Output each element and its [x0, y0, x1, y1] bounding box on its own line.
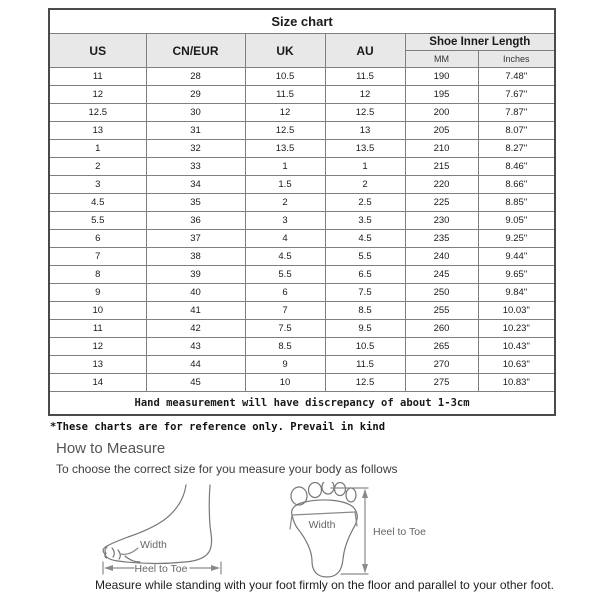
- table-footer-row: [49, 392, 555, 416]
- table-row: [49, 356, 555, 374]
- table-cell: 12.5: [245, 122, 325, 140]
- table-cell: 2.5: [325, 194, 405, 212]
- table-cell: 13: [325, 122, 405, 140]
- table-cell: 29: [146, 86, 245, 104]
- table-cell: 41: [146, 302, 245, 320]
- table-cell: 1: [49, 140, 146, 158]
- table-cell: 4.5: [49, 194, 146, 212]
- width-measure-line: [292, 512, 355, 515]
- table-cell: 11.5: [325, 356, 405, 374]
- table-cell: 14: [49, 374, 146, 392]
- table-cell: 9.44": [478, 248, 555, 266]
- table-cell: 3: [245, 212, 325, 230]
- table-cell: 12: [325, 86, 405, 104]
- table-cell: 6: [245, 284, 325, 302]
- table-row: [49, 68, 555, 86]
- table-cell: 2: [325, 176, 405, 194]
- reference-note: *These charts are for reference only. Prevail in kind: [50, 421, 386, 433]
- table-cell: 33: [146, 158, 245, 176]
- table-cell: 12: [245, 104, 325, 122]
- table-cell: 265: [405, 338, 478, 356]
- table-cell: 225: [405, 194, 478, 212]
- table-cell: 35: [146, 194, 245, 212]
- table-cell: 9.65": [478, 266, 555, 284]
- table-cell: 31: [146, 122, 245, 140]
- table-footer-note: Hand measurement will have discrepancy of about 1-3cm: [49, 392, 555, 416]
- toe: [335, 483, 346, 496]
- table-cell: 10.43": [478, 338, 555, 356]
- table-row: [49, 338, 555, 356]
- table-cell: 11: [49, 68, 146, 86]
- foot-top-view-diagram: [285, 482, 435, 582]
- table-title: Size chart: [49, 9, 555, 34]
- table-cell: 5.5: [49, 212, 146, 230]
- width-pointer-line: [120, 548, 138, 554]
- table-cell: 43: [146, 338, 245, 356]
- table-row: [49, 122, 555, 140]
- table-row: [49, 104, 555, 122]
- table-cell: 11.5: [245, 86, 325, 104]
- table-row: [49, 248, 555, 266]
- table-cell: 10: [245, 374, 325, 392]
- table-row: [49, 194, 555, 212]
- table-cell: 42: [146, 320, 245, 338]
- table-cell: 235: [405, 230, 478, 248]
- table-cell: 3: [49, 176, 146, 194]
- table-cell: 2: [245, 194, 325, 212]
- table-cell: 8.46": [478, 158, 555, 176]
- table-cell: 220: [405, 176, 478, 194]
- table-cell: 38: [146, 248, 245, 266]
- table-row: [49, 302, 555, 320]
- table-cell: 6.5: [325, 266, 405, 284]
- table-cell: 8: [49, 266, 146, 284]
- side-heel-to-toe-label: Heel to Toe: [134, 563, 188, 575]
- table-row: [49, 86, 555, 104]
- toe: [309, 483, 322, 498]
- table-cell: 1.5: [245, 176, 325, 194]
- table-row: [49, 140, 555, 158]
- table-cell: 12: [49, 338, 146, 356]
- table-cell: 9: [245, 356, 325, 374]
- table-cell: 7.67": [478, 86, 555, 104]
- table-cell: 10.03": [478, 302, 555, 320]
- table-cell: 200: [405, 104, 478, 122]
- table-cell: 240: [405, 248, 478, 266]
- table-cell: 10: [49, 302, 146, 320]
- table-cell: 3.5: [325, 212, 405, 230]
- table-cell: 7.87": [478, 104, 555, 122]
- top-heel-to-toe-label: Heel to Toe: [373, 526, 426, 538]
- header-us: US: [49, 34, 146, 68]
- table-header-row: [49, 34, 555, 51]
- table-cell: 28: [146, 68, 245, 86]
- table-cell: 1: [325, 158, 405, 176]
- table-cell: 2: [49, 158, 146, 176]
- arrowhead-up: [362, 489, 368, 498]
- header-cn-eur: CN/EUR: [146, 34, 245, 68]
- table-cell: 7.48": [478, 68, 555, 86]
- table-cell: 8.5: [325, 302, 405, 320]
- table-cell: 8.27": [478, 140, 555, 158]
- arrowhead-left: [104, 565, 113, 571]
- table-cell: 12.5: [49, 104, 146, 122]
- table-cell: 12: [49, 86, 146, 104]
- size-table-body: [49, 68, 555, 392]
- table-cell: 6: [49, 230, 146, 248]
- foot-side-view-diagram: [100, 484, 225, 578]
- table-cell: 7: [245, 302, 325, 320]
- how-to-measure-subtitle: To choose the correct size for you measure your body as follows: [56, 462, 398, 476]
- table-cell: 30: [146, 104, 245, 122]
- table-cell: 13.5: [245, 140, 325, 158]
- table-cell: 250: [405, 284, 478, 302]
- table-cell: 8.5: [245, 338, 325, 356]
- header-au: AU: [325, 34, 405, 68]
- table-cell: 10.63": [478, 356, 555, 374]
- table-cell: 215: [405, 158, 478, 176]
- header-uk: UK: [245, 34, 325, 68]
- table-cell: 9.25": [478, 230, 555, 248]
- table-row: [49, 212, 555, 230]
- table-cell: 8.85": [478, 194, 555, 212]
- table-cell: 5.5: [245, 266, 325, 284]
- table-cell: 5.5: [325, 248, 405, 266]
- table-cell: 32: [146, 140, 245, 158]
- table-cell: 7.5: [245, 320, 325, 338]
- header-mm: MM: [405, 51, 478, 68]
- table-cell: 39: [146, 266, 245, 284]
- table-row: [49, 320, 555, 338]
- table-cell: 10.5: [325, 338, 405, 356]
- table-cell: 9.84": [478, 284, 555, 302]
- how-to-measure-title: How to Measure: [56, 440, 166, 457]
- table-cell: 13.5: [325, 140, 405, 158]
- arrowhead-right: [211, 565, 220, 571]
- table-cell: 255: [405, 302, 478, 320]
- table-cell: 210: [405, 140, 478, 158]
- table-cell: 10.5: [245, 68, 325, 86]
- measuring-instruction: Measure while standing with your foot firmly on the floor and parallel to your other foot.: [95, 578, 554, 592]
- header-inches: Inches: [478, 51, 555, 68]
- ball-line: [125, 556, 140, 562]
- table-cell: 13: [49, 356, 146, 374]
- table-cell: 45: [146, 374, 245, 392]
- arrowhead-down: [362, 564, 368, 573]
- table-title-row: [49, 9, 555, 34]
- side-width-label: Width: [140, 539, 167, 551]
- table-cell: 8.07": [478, 122, 555, 140]
- table-cell: 37: [146, 230, 245, 248]
- width-end-tick: [290, 515, 292, 529]
- table-row: [49, 230, 555, 248]
- table-cell: 12.5: [325, 374, 405, 392]
- table-cell: 9: [49, 284, 146, 302]
- table-cell: 7.5: [325, 284, 405, 302]
- table-cell: 10.83": [478, 374, 555, 392]
- table-cell: 9.5: [325, 320, 405, 338]
- table-cell: 11.5: [325, 68, 405, 86]
- table-cell: 205: [405, 122, 478, 140]
- toe: [346, 488, 356, 502]
- table-row: [49, 176, 555, 194]
- table-cell: 275: [405, 374, 478, 392]
- table-cell: 190: [405, 68, 478, 86]
- table-row: [49, 374, 555, 392]
- table-cell: 7: [49, 248, 146, 266]
- table-cell: 40: [146, 284, 245, 302]
- table-cell: 9.05": [478, 212, 555, 230]
- table-cell: 12.5: [325, 104, 405, 122]
- table-cell: 4: [245, 230, 325, 248]
- table-cell: 34: [146, 176, 245, 194]
- table-cell: 230: [405, 212, 478, 230]
- table-cell: 4.5: [245, 248, 325, 266]
- table-row: [49, 284, 555, 302]
- table-cell: 44: [146, 356, 245, 374]
- table-cell: 245: [405, 266, 478, 284]
- size-chart-table: [48, 8, 556, 416]
- table-row: [49, 158, 555, 176]
- table-cell: 36: [146, 212, 245, 230]
- table-cell: 4.5: [325, 230, 405, 248]
- footprint-outline: [292, 500, 358, 577]
- table-cell: 10.23": [478, 320, 555, 338]
- table-cell: 1: [245, 158, 325, 176]
- table-cell: 13: [49, 122, 146, 140]
- top-width-label: Width: [308, 519, 336, 531]
- header-shoe-inner-length: Shoe Inner Length: [405, 34, 555, 51]
- table-cell: 8.66": [478, 176, 555, 194]
- table-cell: 270: [405, 356, 478, 374]
- table-row: [49, 266, 555, 284]
- table-cell: 195: [405, 86, 478, 104]
- toe-lines: [112, 548, 114, 557]
- table-cell: 260: [405, 320, 478, 338]
- table-cell: 11: [49, 320, 146, 338]
